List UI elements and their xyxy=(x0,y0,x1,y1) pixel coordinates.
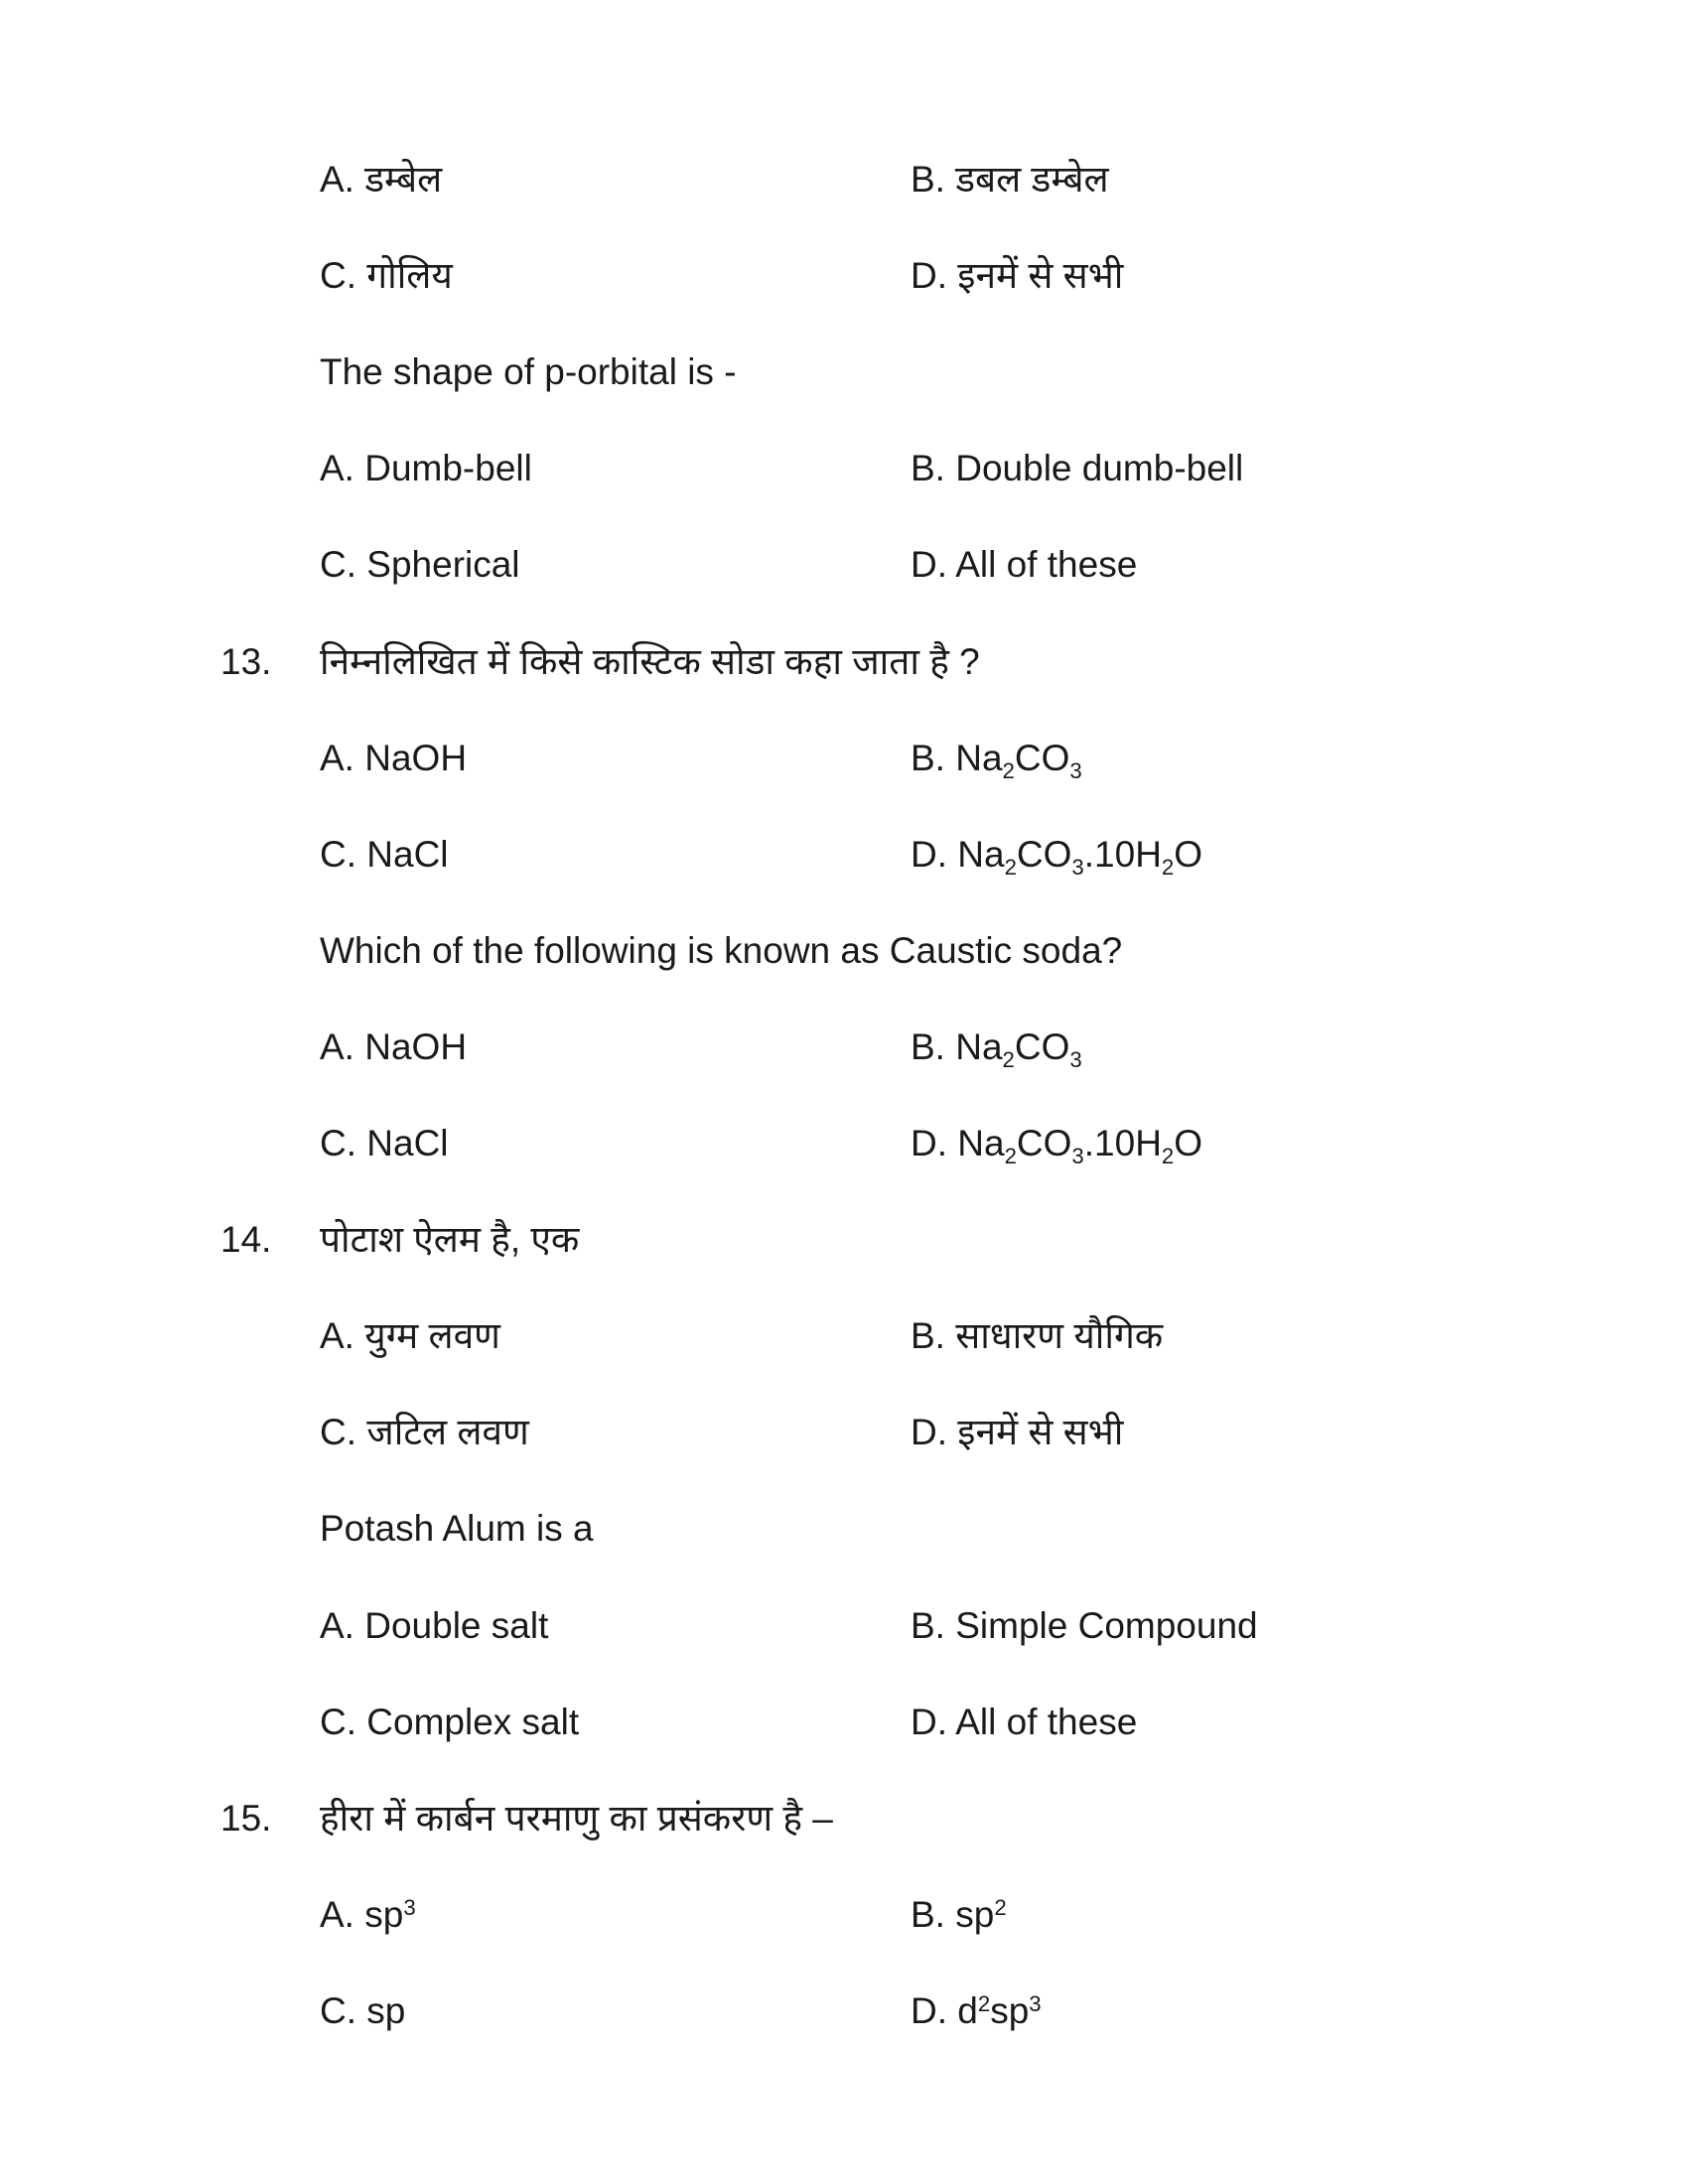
option-right: B. $sp^2$ xyxy=(911,1894,1007,1935)
question-number: 15. xyxy=(220,1798,272,1839)
option-left: A. डम्बेल xyxy=(320,159,443,200)
option-right: B. Double dumb-bell xyxy=(911,448,1244,488)
option-row xyxy=(0,1885,1688,1945)
option-left: A. NaOH xyxy=(320,1026,468,1067)
option-row xyxy=(0,1306,1688,1366)
option-left: C. Spherical xyxy=(320,544,520,585)
question-number: 14. xyxy=(220,1219,272,1260)
option-right: D. $Na_2CO_3.10H_2O$ xyxy=(911,1123,1203,1168)
option-right: B. $Na_2CO_3$ xyxy=(911,1026,1082,1072)
option-row xyxy=(0,1018,1688,1077)
option-left: A. युग्म लवण xyxy=(320,1315,500,1356)
question-text: पोटाश ऐलम है, एक xyxy=(320,1219,580,1260)
option-row xyxy=(0,825,1688,885)
option-row xyxy=(0,729,1688,788)
question-text: The shape of p-orbital is - xyxy=(320,351,737,392)
option-right: D. $Na_2CO_3.10H_2O$ xyxy=(911,834,1203,880)
option-row xyxy=(0,1981,1688,2041)
option-right: B. डबल डम्बेल xyxy=(911,159,1109,200)
option-right: D. All of these xyxy=(911,544,1138,585)
option-left: C. sp xyxy=(320,1990,406,2031)
question-translation xyxy=(0,342,1688,402)
option-left: A. Double salt xyxy=(320,1605,549,1646)
option-left: C. जटिल लवण xyxy=(320,1412,529,1452)
option-row xyxy=(0,150,1688,209)
question-stem xyxy=(0,1789,1688,1848)
option-left: C. NaCl xyxy=(320,1123,449,1163)
option-left: A. $sp^3$ xyxy=(320,1894,416,1935)
option-left: A. NaOH xyxy=(320,738,468,778)
question-text: निम्नलिखित में किसे कास्टिक सोडा कहा जाता है ? xyxy=(320,641,980,682)
option-left: A. Dumb-bell xyxy=(320,448,532,488)
option-row xyxy=(0,1403,1688,1462)
option-right: D. इनमें से सभी xyxy=(911,255,1124,296)
question-text: हीरा में कार्बन परमाणु का प्रसंकरण है – xyxy=(320,1798,833,1839)
option-right: B. Simple Compound xyxy=(911,1605,1258,1646)
option-right: D. $d^2sp^3$ xyxy=(911,1990,1042,2031)
question-number: 13. xyxy=(220,641,272,682)
option-row xyxy=(0,246,1688,306)
option-right: B. साधारण यौगिक xyxy=(911,1315,1164,1356)
option-row xyxy=(0,439,1688,498)
question-stem xyxy=(0,1210,1688,1270)
option-right: D. All of these xyxy=(911,1702,1138,1742)
option-right: D. इनमें से सभी xyxy=(911,1412,1124,1452)
option-left: C. Complex salt xyxy=(320,1702,580,1742)
option-right: B. $Na_2CO_3$ xyxy=(911,738,1082,783)
option-row xyxy=(0,1596,1688,1656)
question-translation xyxy=(0,1499,1688,1559)
question-text: Which of the following is known as Caustic soda? xyxy=(320,930,1123,971)
option-row xyxy=(0,1693,1688,1752)
option-row xyxy=(0,1114,1688,1173)
question-translation xyxy=(0,921,1688,981)
option-left: C. गोलिय xyxy=(320,255,453,296)
question-text: Potash Alum is a xyxy=(320,1508,594,1549)
option-row xyxy=(0,535,1688,595)
option-left: C. NaCl xyxy=(320,834,449,875)
question-stem xyxy=(0,632,1688,692)
